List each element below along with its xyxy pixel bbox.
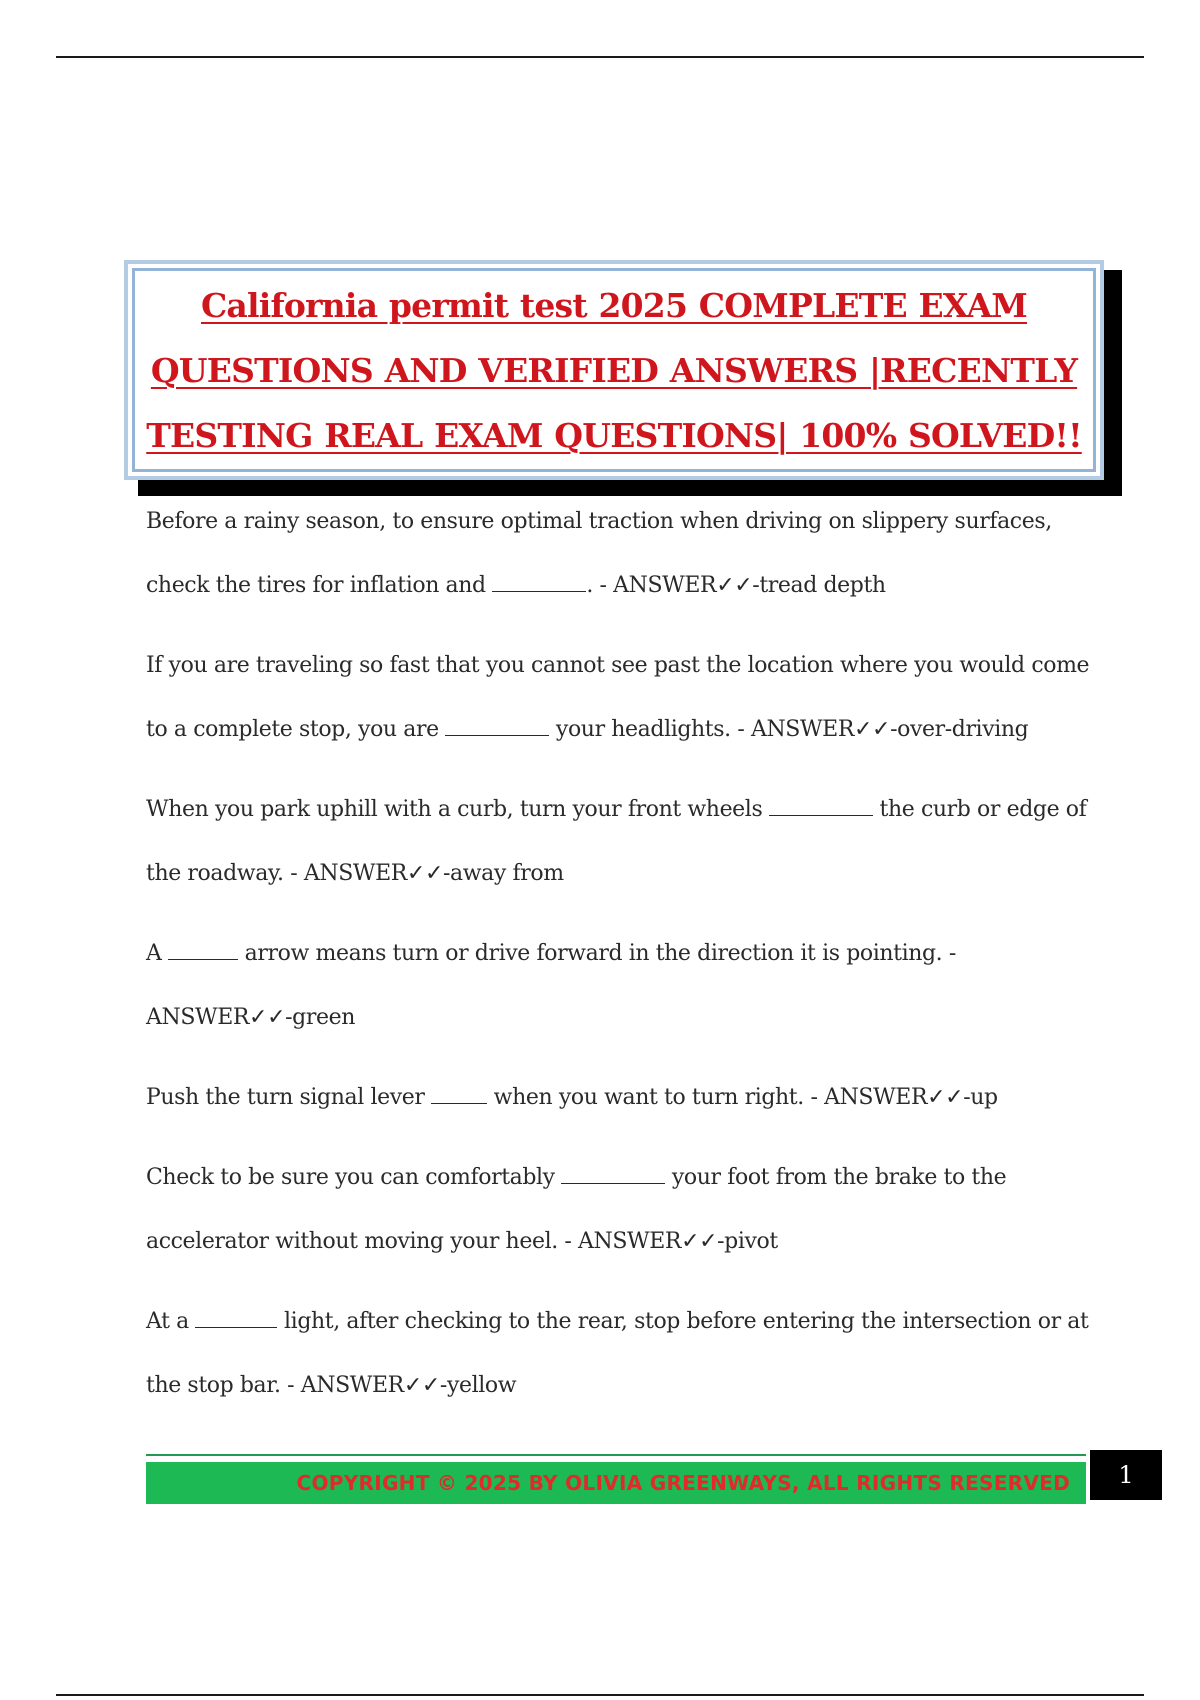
answer-label: ANSWER <box>146 1005 250 1030</box>
answer-text: -over-driving <box>890 717 1029 742</box>
question-text: Before a rainy season, to ensure optimal traction when driving on slippery surfaces, check the tires for inflation and <box>146 509 1052 598</box>
question-text: If you are traveling so fast that you cannot see past the location where you would come to a complete stop, you are <box>146 653 1090 742</box>
check-icon: ✓✓ <box>403 1373 440 1398</box>
answer-label: ANSWER <box>303 861 407 886</box>
qa-item <box>146 922 1096 1050</box>
answer-text: -pivot <box>717 1229 778 1254</box>
check-icon: ✓✓ <box>249 1005 286 1030</box>
title-box <box>124 260 1104 480</box>
page-number-box <box>1090 1450 1162 1500</box>
qa-list <box>146 490 1096 1434</box>
fill-blank <box>492 573 586 592</box>
qa-item <box>146 1146 1096 1274</box>
question-text-after: . - <box>586 573 614 598</box>
check-icon: ✓✓ <box>681 1229 718 1254</box>
qa-item <box>146 778 1096 906</box>
answer-label: ANSWER <box>750 717 854 742</box>
qa-item <box>146 490 1096 618</box>
check-icon: ✓✓ <box>854 717 891 742</box>
question-text-after: light, after checking to the rear, stop before entering the intersection or at the stop bar. - <box>146 1309 1089 1398</box>
question-text: A <box>146 941 169 966</box>
answer-label: ANSWER <box>824 1085 928 1110</box>
fill-blank <box>168 941 238 960</box>
answer-text: -green <box>285 1005 355 1030</box>
qa-item <box>146 1066 1096 1130</box>
question-text-after: your foot from the brake to the accelerator without moving your heel. - <box>146 1165 1007 1254</box>
page-number: 1 <box>1118 1461 1134 1489</box>
bottom-rule <box>56 1694 1144 1696</box>
qa-item <box>146 634 1096 762</box>
question-text: Check to be sure you can comfortably <box>146 1165 562 1190</box>
check-icon: ✓✓ <box>927 1085 964 1110</box>
question-text-after: when you want to turn right. - <box>487 1085 825 1110</box>
question-text-after: your headlights. - <box>549 717 751 742</box>
answer-label: ANSWER <box>578 1229 682 1254</box>
fill-blank <box>769 797 873 816</box>
answer-label: ANSWER <box>613 573 717 598</box>
title-box-inner <box>132 268 1096 472</box>
answer-label: ANSWER <box>300 1373 404 1398</box>
top-rule <box>56 56 1144 58</box>
question-text: At a <box>146 1309 196 1334</box>
fill-blank <box>195 1309 277 1328</box>
footer-bar <box>146 1462 1086 1504</box>
question-text-after: the curb or edge of the roadway. - <box>146 797 1087 886</box>
question-text-after: arrow means turn or drive forward in the direction it is pointing. - <box>238 941 956 966</box>
document-title: California permit test 2025 COMPLETE EXAM QUESTIONS AND VERIFIED ANSWERS |RECENTLY TESTING REAL EXAM QUESTIONS| 100% SOLVED!! <box>146 285 1082 455</box>
fill-blank <box>445 717 549 736</box>
check-icon: ✓✓ <box>716 573 753 598</box>
answer-text: -up <box>963 1085 998 1110</box>
question-text: Push the turn signal lever <box>146 1085 432 1110</box>
answer-text: -yellow <box>439 1373 517 1398</box>
fill-blank <box>431 1085 487 1104</box>
qa-item <box>146 1290 1096 1418</box>
copyright-text: COPYRIGHT © 2025 BY OLIVIA GREENWAYS, ALL RIGHTS RESERVED <box>296 1471 1070 1495</box>
question-text: When you park uphill with a curb, turn your front wheels <box>146 797 769 822</box>
answer-text: -tread depth <box>752 573 886 598</box>
check-icon: ✓✓ <box>406 861 443 886</box>
fill-blank <box>561 1165 665 1184</box>
footer-divider <box>146 1454 1086 1456</box>
answer-text: -away from <box>442 861 564 886</box>
